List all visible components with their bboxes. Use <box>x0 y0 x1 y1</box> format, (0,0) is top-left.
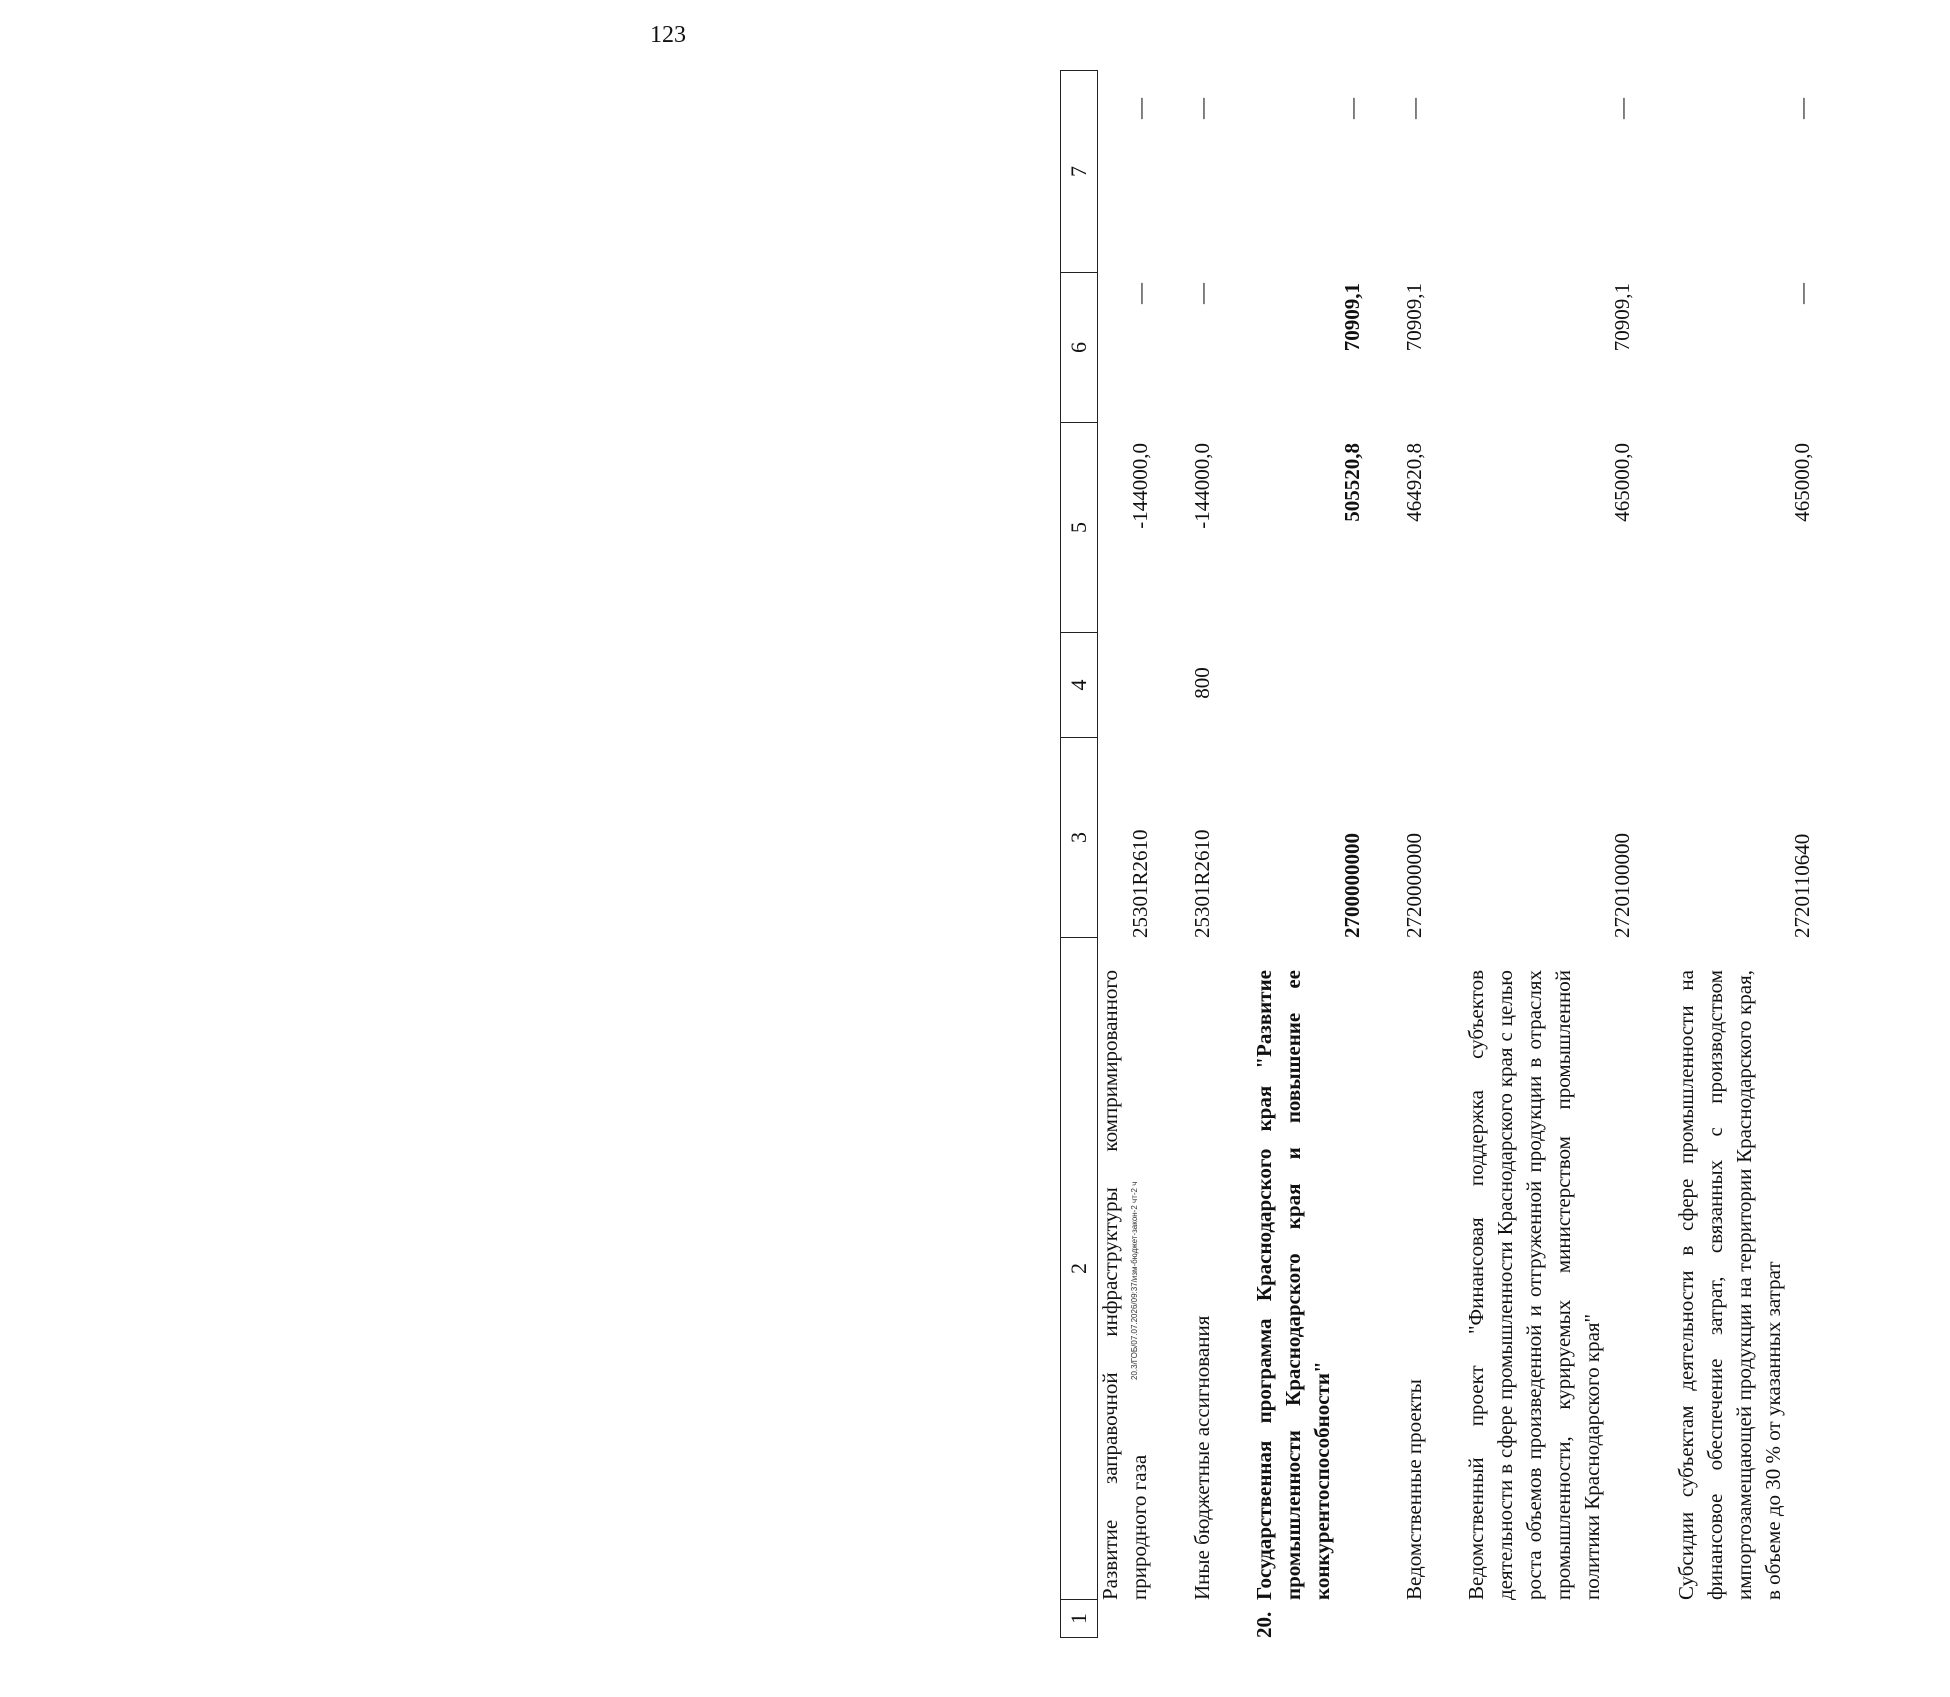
row-value-5: 465000,0 <box>1790 443 1814 522</box>
row-value-7: — <box>1190 98 1214 119</box>
row-value-7: — <box>1610 98 1634 119</box>
header-col-6: 6 <box>1061 273 1097 423</box>
row-code: 2720110640 <box>1790 833 1814 938</box>
table-header-row <box>1060 70 1098 1638</box>
row-code: 25301R2610 <box>1190 829 1214 938</box>
row-value-7: — <box>1128 98 1152 119</box>
row-number: 20. <box>1252 1611 1276 1638</box>
footer-code: 20.3/ГОБ/07.07.2026/09:37/изм-бюджет-закон-2 чт-2 ч <box>1130 1181 1139 1380</box>
header-col-2: 2 <box>1061 938 1097 1600</box>
row-value-6: — <box>1128 283 1152 304</box>
row-value-6: 70909,1 <box>1610 283 1634 352</box>
row-name: Государственная программа Краснодарского края "Развитие промышленности Краснодарского края и повышение ее конкурентоспособности" <box>1252 970 1334 1600</box>
row-type: 800 <box>1190 667 1214 699</box>
row-value-5: -144000,0 <box>1190 443 1214 529</box>
row-value-6: 70909,1 <box>1402 283 1426 352</box>
row-code: 2700000000 <box>1340 833 1364 938</box>
row-value-5: 464920,8 <box>1402 443 1426 522</box>
row-value-7: — <box>1790 98 1814 119</box>
header-col-4: 4 <box>1061 633 1097 738</box>
row-name: Ведомственные проекты <box>1402 1379 1426 1600</box>
row-code: 2720100000 <box>1610 833 1634 938</box>
budget-table <box>1060 70 1950 1638</box>
row-value-6: 70909,1 <box>1340 283 1364 352</box>
row-value-6: — <box>1190 283 1214 304</box>
row-value-7: — <box>1340 98 1364 119</box>
row-value-5: -144000,0 <box>1128 443 1152 529</box>
row-code: 25301R2610 <box>1128 829 1152 938</box>
header-col-3: 3 <box>1061 738 1097 938</box>
row-value-7: — <box>1402 98 1426 119</box>
row-value-5: 505520,8 <box>1340 443 1364 522</box>
page-number: 123 <box>650 22 686 48</box>
header-col-1: 1 <box>1061 1600 1097 1638</box>
row-code: 2720000000 <box>1402 833 1426 938</box>
header-col-7: 7 <box>1061 70 1097 273</box>
row-name: Развитие заправочной инфраструктуры компримированного природного газа <box>1098 970 1151 1600</box>
row-value-5: 465000,0 <box>1610 443 1634 522</box>
row-name: Иные бюджетные ассигнования <box>1190 1315 1214 1600</box>
row-name: Субсидии субъектам деятельности в сфере промышленности на финансовое обеспечение затрат, связанных с производством импортозамещающей продукции на территории Краснодарского края, в объеме до 30 % от указанных затрат <box>1674 970 1785 1600</box>
row-value-6: — <box>1790 283 1814 304</box>
header-col-5: 5 <box>1061 423 1097 633</box>
row-name: Ведомственный проект "Финансовая поддержка субъектов деятельности в сфере промышленности Краснодарского края с целью роста объемов произведенной и отгруженной продукции в отраслях промышленности, курируемых министерством промышленной политики Краснодарского края" <box>1464 970 1604 1600</box>
